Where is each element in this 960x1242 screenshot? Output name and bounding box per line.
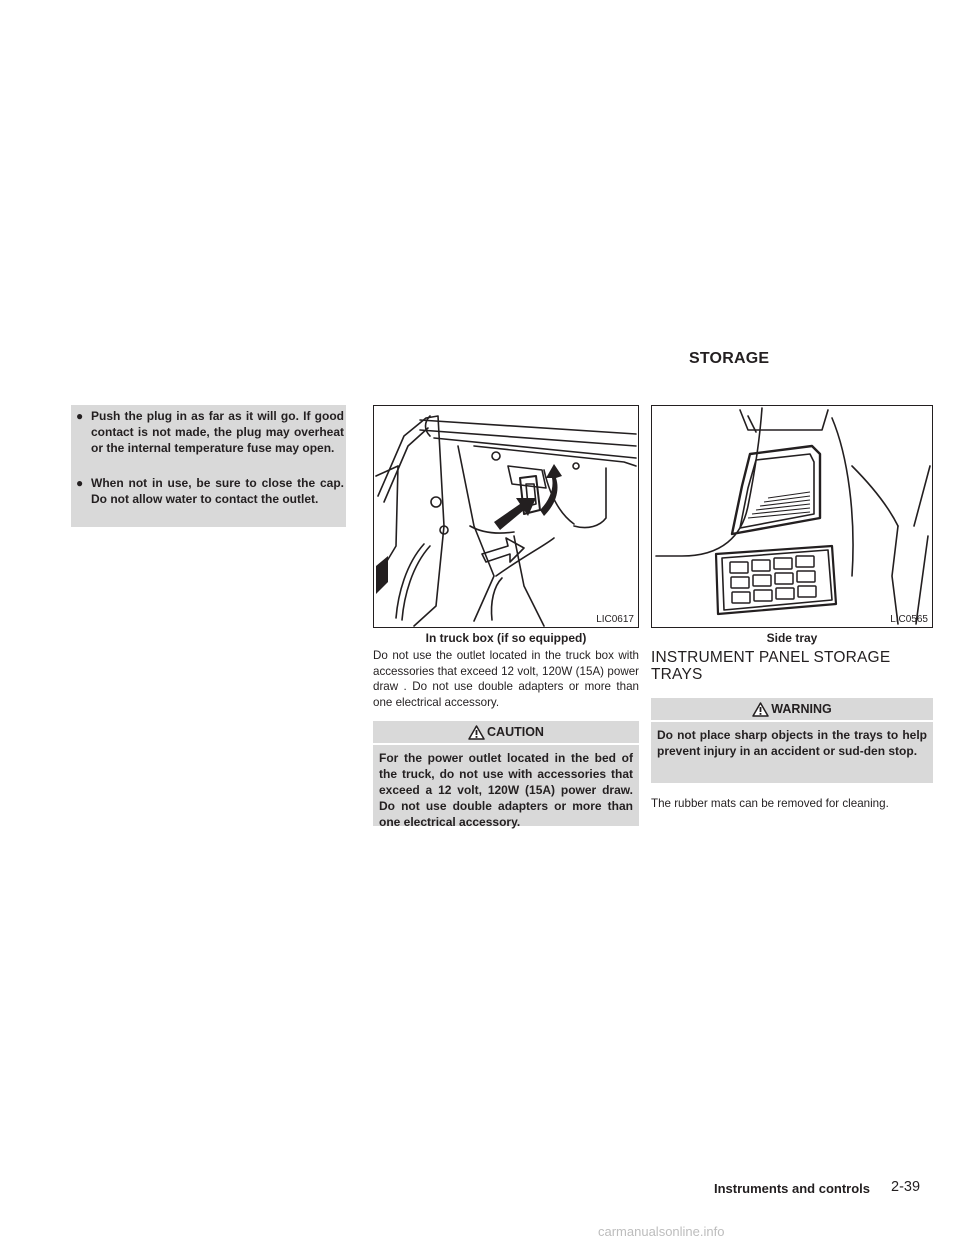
figure-code: LIC0565: [890, 614, 928, 625]
truck-box-outlet-illustration: [373, 405, 639, 628]
caution-body: For the power outlet located in the bed of the truck, do not use with accessories that exceed a 12 volt, 120W (15A) power draw. Do not use double adapters or more than one electrical accessory.: [373, 745, 639, 826]
footer-chapter: Instruments and controls: [714, 1181, 871, 1196]
footer-page-number: 2-39: [891, 1179, 921, 1195]
subheading: INSTRUMENT PANEL STORAGE TRAYS: [651, 649, 891, 683]
bullet-marker: ●: [76, 409, 84, 423]
side-tray-drawing: [652, 406, 932, 627]
cleaning-paragraph: The rubber mats can be removed for cleaning.: [651, 797, 889, 810]
bullet-text: When not in use, be sure to close the cap. Do not allow water to contact the outlet.: [91, 476, 344, 506]
figure-caption: Side tray: [766, 631, 818, 645]
caution-header: [373, 721, 639, 743]
warning-body: Do not place sharp objects in the trays to help prevent injury in an accident or sud-den stop.: [651, 722, 933, 783]
watermark: carmanualsonline.info: [598, 1224, 725, 1239]
bullet-notice-box: [71, 405, 346, 527]
caution-label: CAUTION: [487, 725, 544, 739]
warning-triangle-icon: [468, 725, 485, 740]
warning-header: [651, 698, 933, 720]
section-title: STORAGE: [689, 350, 770, 367]
warning-label: WARNING: [771, 702, 832, 716]
figure-caption: In truck box (if so equipped): [425, 631, 587, 645]
figure-code: LIC0617: [596, 614, 634, 625]
side-tray-illustration: [651, 405, 933, 628]
bullet-text: Push the plug in as far as it will go. If good contact is not made, the plug may overheat or the internal temperature fuse may open.: [91, 409, 344, 455]
outlet-paragraph: Do not use the outlet located in the truck box with accessories that exceed 12 volt, 120W (15A) power draw . Do not use double adapters or more than one electrical accessory.: [373, 649, 639, 709]
truck-box-drawing: [374, 406, 638, 627]
warning-triangle-icon: [752, 702, 769, 717]
bullet-marker: ●: [76, 476, 84, 490]
